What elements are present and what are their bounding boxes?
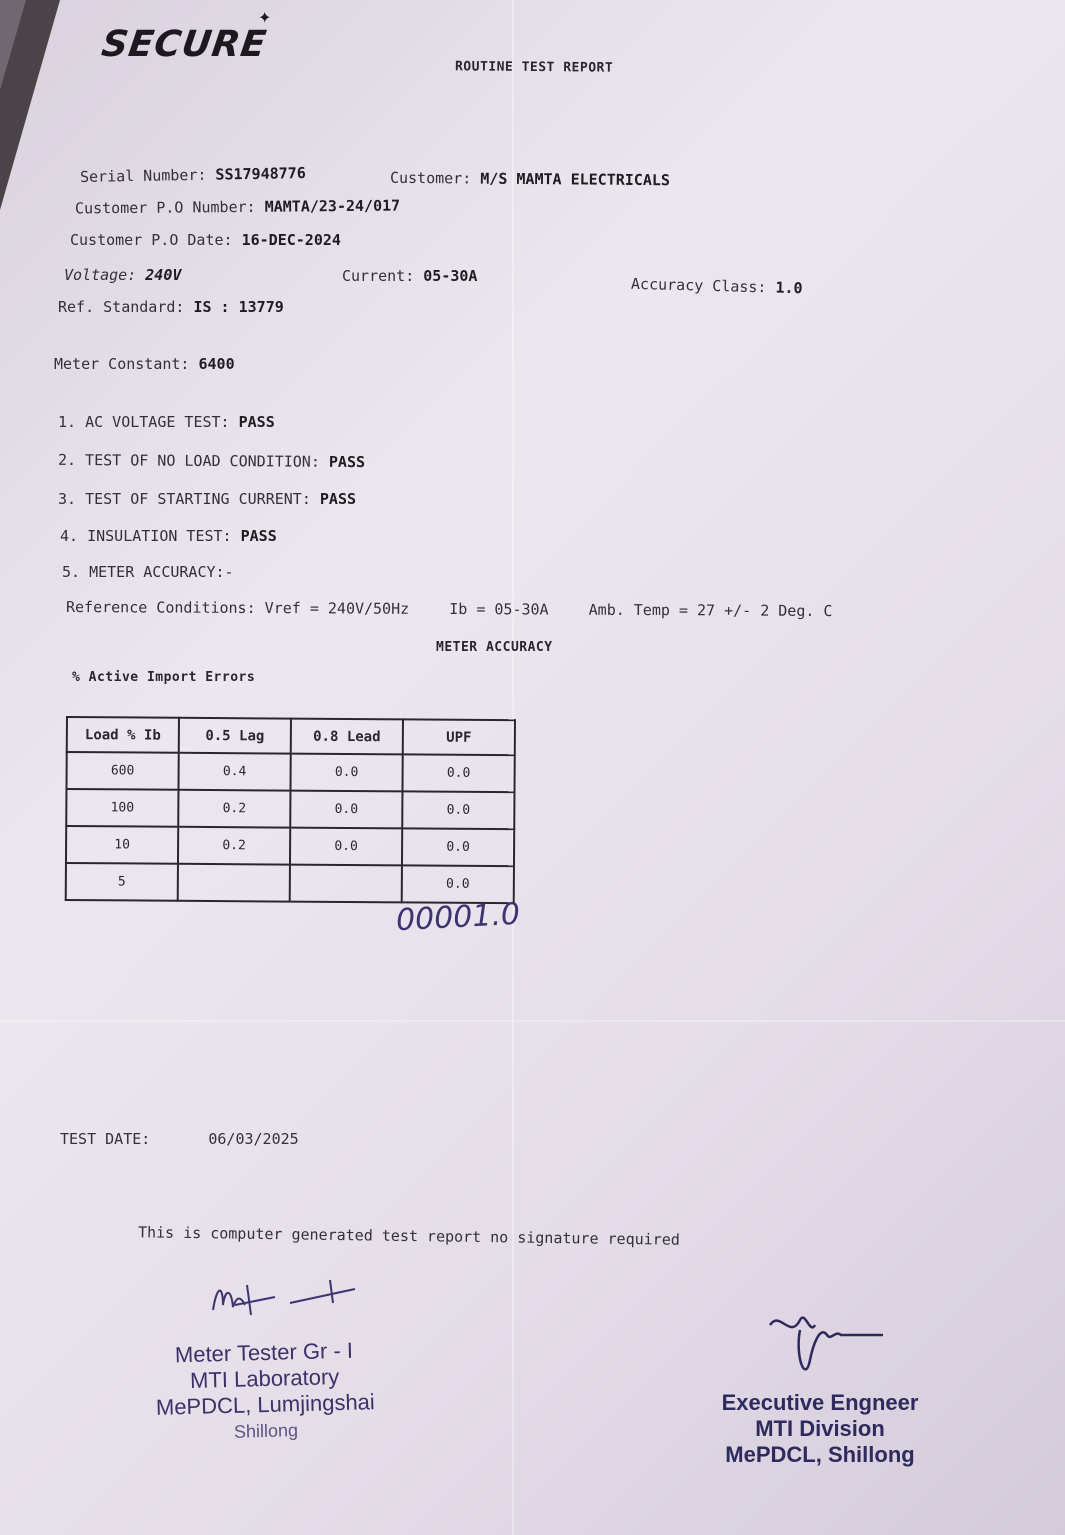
ref-vref: Vref = 240V/50Hz bbox=[264, 599, 410, 618]
table-cell bbox=[290, 865, 402, 903]
test-date-row bbox=[60, 1130, 299, 1148]
computer-generated-note: This is computer generated test report no signature required bbox=[137, 1223, 680, 1249]
company-logo: SECURE bbox=[99, 24, 270, 65]
table-row bbox=[66, 752, 514, 792]
accuracy-table bbox=[65, 716, 516, 904]
tester-signature bbox=[205, 1275, 365, 1335]
test-result: PASS bbox=[238, 413, 275, 431]
table-header-row bbox=[67, 717, 515, 755]
column-header: UPF bbox=[403, 719, 515, 755]
test-item bbox=[58, 413, 275, 431]
stamp-line: MePDCL, Lumjingshai bbox=[155, 1389, 376, 1420]
test-result: PASS bbox=[240, 527, 277, 545]
table-cell: 0.0 bbox=[290, 828, 402, 866]
table-cell bbox=[178, 864, 290, 902]
table-cell: 0.0 bbox=[402, 791, 514, 829]
accuracy-subheading: % Active Import Errors bbox=[72, 670, 256, 685]
reference-conditions bbox=[66, 598, 833, 620]
ref-ib: Ib = 05-30A bbox=[449, 600, 549, 619]
ref-standard-label: Ref. Standard: bbox=[58, 298, 185, 316]
test-item bbox=[58, 451, 365, 471]
accuracy-class-label: Accuracy Class: bbox=[630, 274, 767, 297]
ref-standard-row bbox=[58, 298, 284, 316]
test-date-label: TEST DATE: bbox=[60, 1130, 151, 1148]
po-number-label: Customer P.O Number: bbox=[74, 197, 256, 218]
accuracy-class-value: 1.0 bbox=[775, 278, 803, 298]
current-row bbox=[342, 267, 477, 285]
po-number-value: MAMTA/23-24/017 bbox=[264, 196, 401, 216]
table-cell: 5 bbox=[66, 863, 178, 901]
test-label: 3. TEST OF STARTING CURRENT: bbox=[58, 490, 311, 508]
logo-mark-icon: ✦ bbox=[258, 8, 272, 27]
table-cell: 600 bbox=[66, 752, 178, 790]
serial-label: Serial Number: bbox=[79, 165, 207, 186]
table-cell: 0.4 bbox=[178, 753, 290, 791]
accuracy-heading: METER ACCURACY bbox=[436, 640, 553, 655]
po-date-value: 16-DEC-2024 bbox=[241, 231, 341, 249]
table-cell: 0.0 bbox=[402, 828, 514, 866]
engineer-stamp bbox=[710, 1390, 930, 1468]
table-cell: 0.0 bbox=[402, 754, 514, 792]
stamp-line: MTI Division bbox=[755, 1416, 885, 1441]
table-cell: 0.0 bbox=[402, 865, 514, 903]
table-cell: 0.0 bbox=[290, 791, 402, 829]
test-item bbox=[58, 490, 356, 508]
stamp-line: Meter Tester Gr - I bbox=[174, 1337, 354, 1368]
table-cell: 0.2 bbox=[178, 790, 290, 828]
ref-conditions-label: Reference Conditions: bbox=[65, 597, 256, 617]
test-result: PASS bbox=[319, 490, 357, 508]
table-cell: 0.2 bbox=[178, 827, 290, 865]
table-row bbox=[66, 863, 514, 903]
test-label: 1. AC VOLTAGE TEST: bbox=[58, 413, 230, 431]
po-date-row bbox=[70, 231, 341, 249]
current-value: 05-30A bbox=[423, 267, 478, 285]
paper-fold bbox=[0, 1020, 1065, 1022]
stamp-line: Shillong bbox=[233, 1420, 299, 1442]
current-label: Current: bbox=[342, 267, 415, 285]
voltage-value: 240V bbox=[145, 266, 182, 284]
test-result: PASS bbox=[328, 452, 366, 472]
voltage-label: Voltage: bbox=[64, 266, 137, 284]
table-cell: 10 bbox=[66, 826, 178, 864]
test-label: 5. METER ACCURACY:- bbox=[62, 563, 234, 581]
po-number-row bbox=[75, 197, 400, 218]
stamp-line: MTI Laboratory bbox=[189, 1364, 340, 1393]
customer-value: M/S MAMTA ELECTRICALS bbox=[480, 169, 671, 190]
serial-value: SS17948776 bbox=[215, 164, 306, 184]
handwritten-reading: 00001.0 bbox=[395, 896, 521, 939]
test-date-value: 06/03/2025 bbox=[208, 1130, 299, 1148]
test-label: 2. TEST OF NO LOAD CONDITION: bbox=[57, 450, 320, 471]
ref-temp: Amb. Temp = 27 +/- 2 Deg. C bbox=[588, 600, 833, 621]
report-title: ROUTINE TEST REPORT bbox=[454, 59, 614, 76]
test-item bbox=[60, 527, 277, 545]
voltage-row bbox=[64, 266, 181, 284]
stamp-line: MePDCL, Shillong bbox=[725, 1442, 915, 1467]
po-date-label: Customer P.O Date: bbox=[70, 231, 233, 249]
test-item bbox=[62, 563, 234, 581]
meter-constant-row bbox=[54, 355, 235, 373]
meter-constant-value: 6400 bbox=[198, 355, 235, 373]
table-cell: 100 bbox=[66, 789, 178, 827]
stamp-line: Executive Engneer bbox=[721, 1390, 919, 1415]
folded-corner-shadow bbox=[0, 0, 26, 90]
ref-standard-value: IS : 13779 bbox=[193, 298, 284, 316]
column-header: 0.5 Lag bbox=[179, 718, 291, 754]
engineer-signature bbox=[765, 1305, 895, 1390]
accuracy-class-row bbox=[631, 275, 803, 297]
customer-label: Customer: bbox=[389, 168, 472, 188]
column-header: 0.8 Lead bbox=[291, 719, 403, 755]
table-cell: 0.0 bbox=[290, 754, 402, 792]
table-row bbox=[66, 789, 514, 829]
meter-constant-label: Meter Constant: bbox=[54, 355, 190, 373]
customer-row bbox=[390, 169, 670, 189]
serial-number-row bbox=[80, 164, 306, 186]
tester-stamp bbox=[149, 1337, 382, 1447]
test-label: 4. INSULATION TEST: bbox=[60, 527, 232, 545]
table-row bbox=[66, 826, 514, 866]
column-header: Load % Ib bbox=[67, 717, 179, 753]
